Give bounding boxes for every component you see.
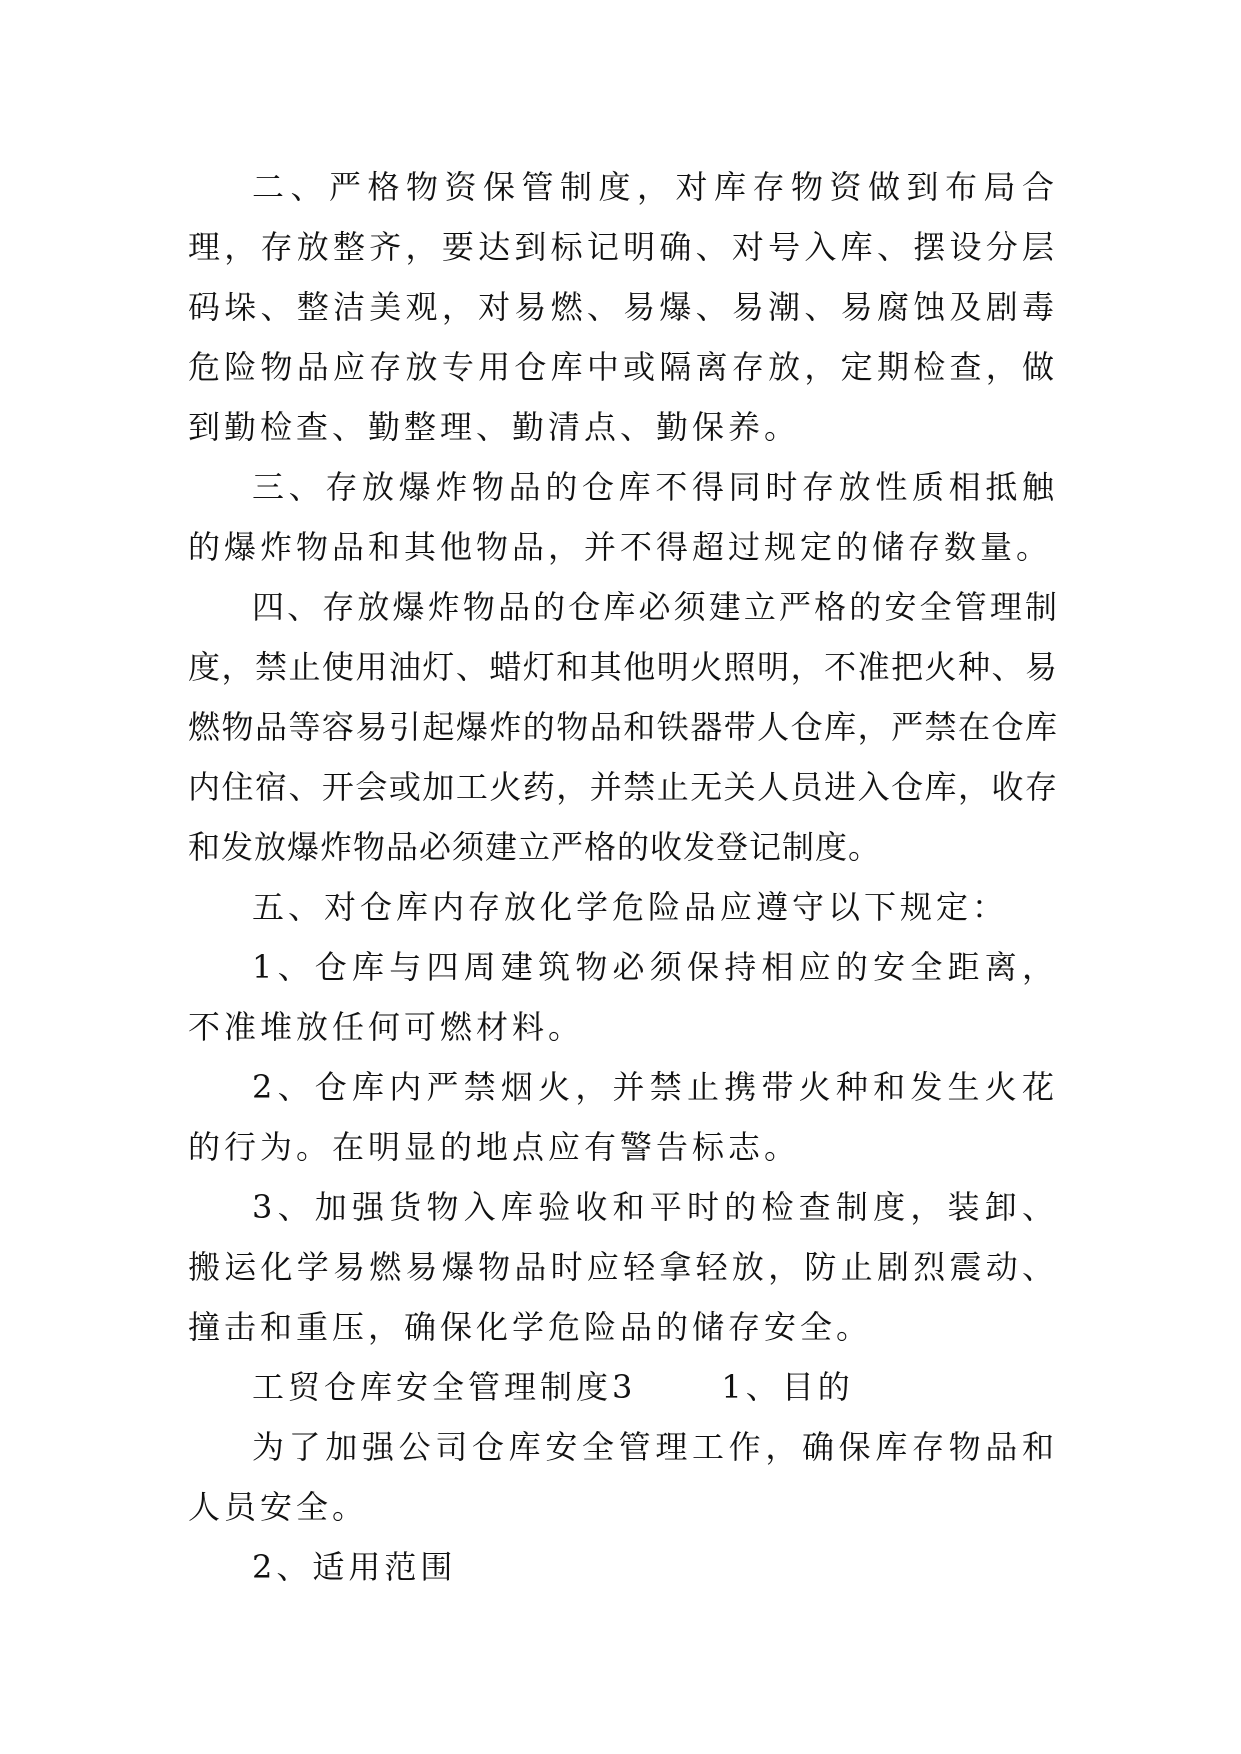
paragraph-rule-1: 1、仓库与四周建筑物必须保持相应的安全距离，不准堆放任何可燃材料。 [188,948,1058,1046]
paragraph-purpose: 为了加强公司仓库安全管理工作，确保库存物品和人员安全。 [188,1428,1058,1526]
section-item-purpose: 1、目的 [721,1368,854,1406]
paragraph-rule-3: 3、加强货物入库验收和平时的检查制度，装卸、搬运化学易燃易爆物品时应轻拿轻放，防止剧烈震动、撞击和重压，确保化学危险品的储存安全。 [188,1188,1058,1346]
paragraph-rule-2: 2、仓库内严禁烟火，并禁止携带火种和发生火花的行为。在明显的地点应有警告标志。 [188,1068,1058,1166]
paragraph-explosives-storage: 三、存放爆炸物品的仓库不得同时存放性质相抵触的爆炸物品和其他物品，并不得超过规定的储存数量。 [188,468,1058,566]
paragraph-storage-rules: 二、严格物资保管制度，对库存物资做到布局合理，存放整齐，要达到标记明确、对号入库、摆设分层码垛、整洁美观，对易燃、易爆、易潮、易腐蚀及剧毒危险物品应存放专用仓库中或隔离存放，定期检查，做到勤检查、勤整理、勤清点、勤保养。 [188,168,1058,446]
section-item-scope: 2、适用范围 [252,1548,457,1586]
paragraph-explosives-safety: 四、存放爆炸物品的仓库必须建立严格的安全管理制度，禁止使用油灯、蜡灯和其他明火照明，不准把火种、易燃物品等容易引起爆炸的物品和铁器带人仓库，严禁在仓库内住宿、开会或加工火药，并禁止无关人员进入仓库，收存和发放爆炸物品必须建立严格的收发登记制度。 [188,588,1058,866]
paragraph-chemical-rules-intro: 五、对仓库内存放化学危险品应遵守以下规定： [252,888,1009,926]
document-body [188,157,1058,1597]
section-heading-line [188,1357,1058,1417]
section-heading: 工贸仓库安全管理制度3 [252,1368,637,1406]
